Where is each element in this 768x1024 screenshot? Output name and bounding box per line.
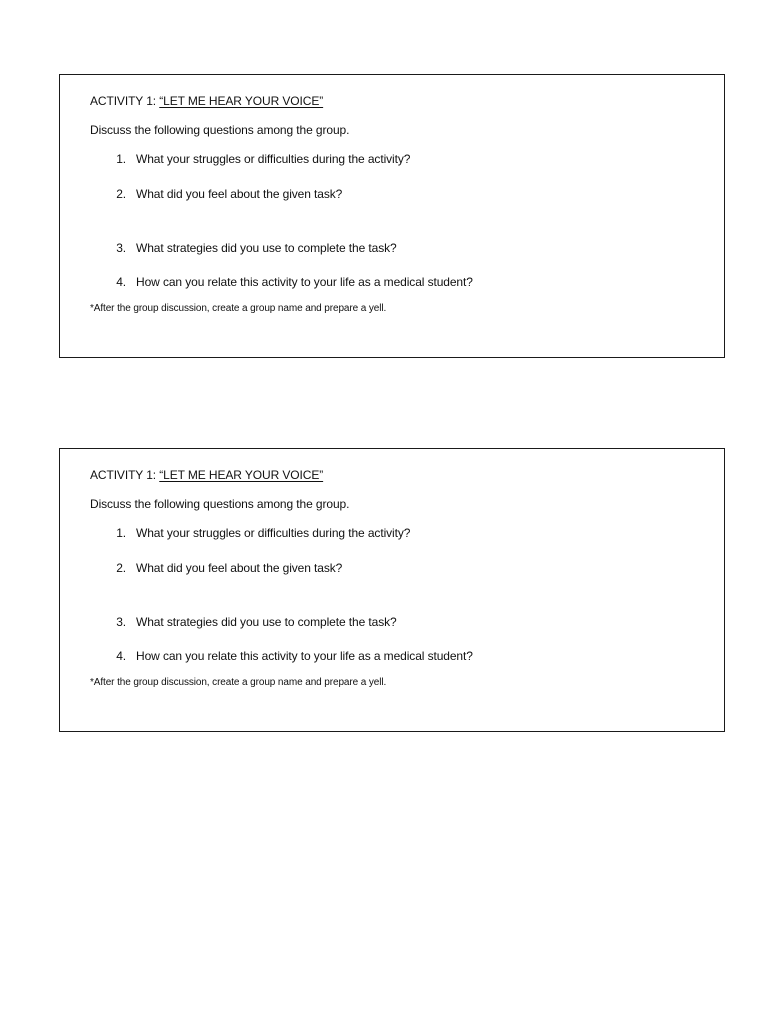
question-text: What did you feel about the given task? <box>136 561 343 575</box>
question-text: What strategies did you use to complete the task? <box>136 241 397 255</box>
question-text: What strategies did you use to complete the task? <box>136 615 397 629</box>
question-number: 3. <box>116 615 126 629</box>
activity-card-2 <box>59 448 725 732</box>
activity-label: ACTIVITY 1: <box>90 468 160 482</box>
question-number: 4. <box>116 649 126 663</box>
discussion-intro: Discuss the following questions among the group. <box>90 123 350 137</box>
question-number: 1. <box>116 152 126 166</box>
activity-heading <box>90 467 714 483</box>
question-number: 2. <box>116 561 126 575</box>
question-text: How can you relate this activity to your life as a medical student? <box>136 275 473 289</box>
question-number: 4. <box>116 275 126 289</box>
group-note: *After the group discussion, create a group name and prepare a yell. <box>90 677 387 688</box>
question-text: How can you relate this activity to your life as a medical student? <box>136 649 473 663</box>
question-number: 3. <box>116 241 126 255</box>
activity-title: “LET ME HEAR YOUR VOICE” <box>159 94 324 108</box>
discussion-intro: Discuss the following questions among the group. <box>90 497 350 511</box>
question-text: What your struggles or difficulties during the activity? <box>136 526 411 540</box>
activity-heading <box>90 93 714 109</box>
question-number: 1. <box>116 526 126 540</box>
question-text: What did you feel about the given task? <box>136 187 343 201</box>
question-text: What your struggles or difficulties during the activity? <box>136 152 411 166</box>
activity-title: “LET ME HEAR YOUR VOICE” <box>159 468 324 482</box>
activity-card-1 <box>59 74 725 358</box>
group-note: *After the group discussion, create a group name and prepare a yell. <box>90 303 387 314</box>
question-number: 2. <box>116 187 126 201</box>
activity-label: ACTIVITY 1: <box>90 94 160 108</box>
